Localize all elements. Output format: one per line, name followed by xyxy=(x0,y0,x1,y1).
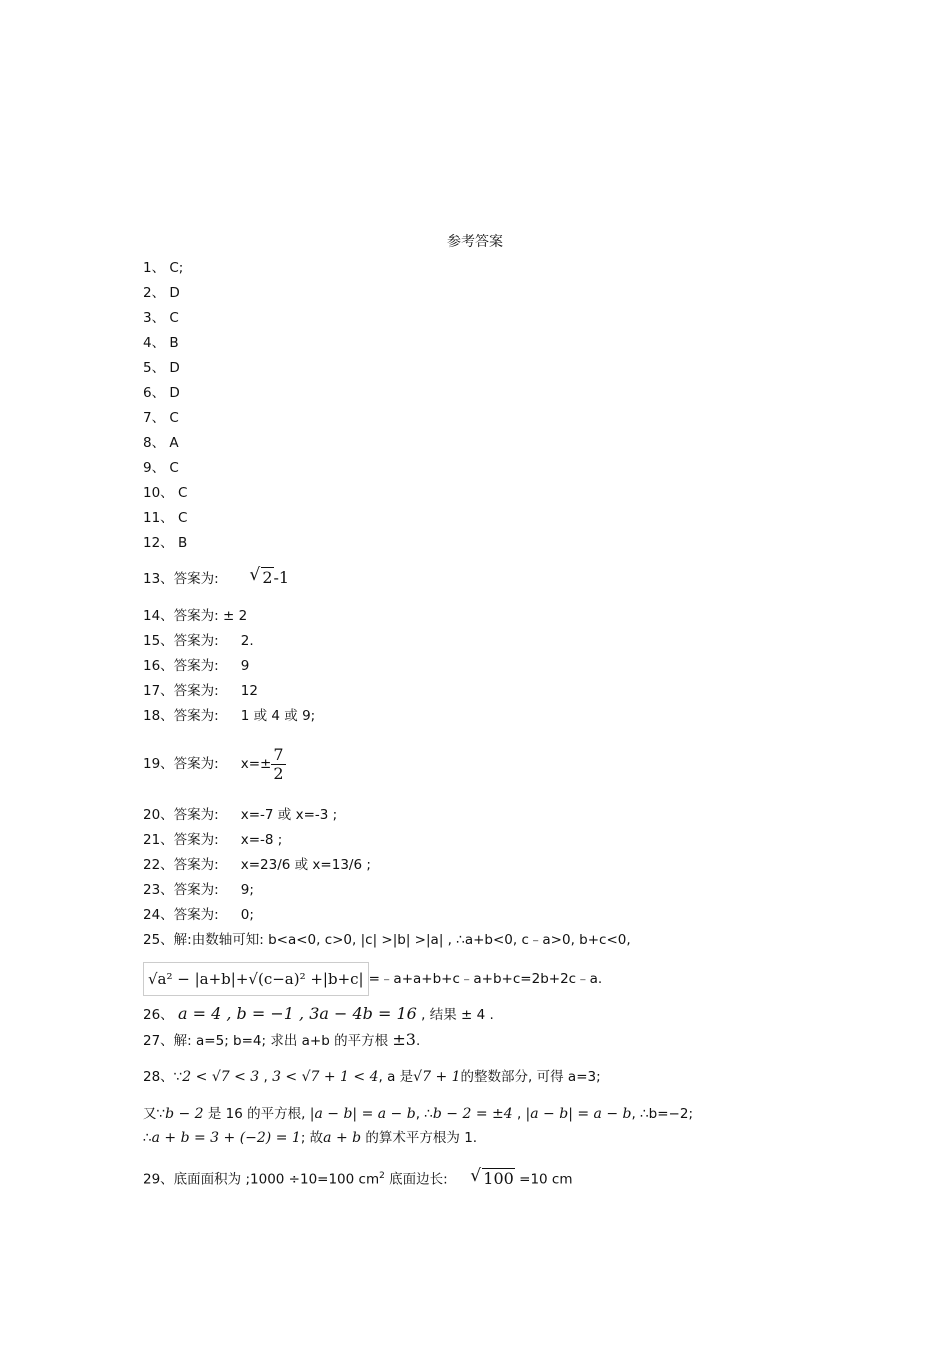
page-title: 参考答案 xyxy=(447,234,503,250)
answer-26: 26、 a = 4 , b = −1 , 3a − 4b = 16 , 结果 ± 4 . xyxy=(143,1004,494,1023)
answer-6: 6、 D xyxy=(143,385,180,401)
answer-20: 20、答案为: x=-7 或 x=-3 ; xyxy=(143,807,338,823)
answer-24: 24、答案为: 0; xyxy=(143,907,254,923)
answer-8: 8、 A xyxy=(143,435,179,451)
answer-18: 18、答案为: 1 或 4 或 9; xyxy=(143,708,316,724)
answer-17: 17、答案为: 12 xyxy=(143,683,258,699)
answer-5: 5、 D xyxy=(143,360,180,376)
answer-23: 23、答案为: 9; xyxy=(143,882,254,898)
answer-27: 27、解: a=5; b=4; 求出 a+b 的平方根 ±3. xyxy=(143,1030,421,1049)
answer-13: 13、答案为: √ 2-1 xyxy=(143,565,290,587)
answer-9: 9、 C xyxy=(143,460,179,476)
answer-21: 21、答案为: x=-8 ; xyxy=(143,832,283,848)
sqrt-expression: √ 2 xyxy=(249,565,273,587)
answer-2: 2、 D xyxy=(143,285,180,301)
answer-25-line2: √a² − |a+b|+√(c−a)² +|b+c| =﹣a+a+b+c﹣a+b+c=2b+2c﹣a. xyxy=(143,962,602,996)
answer-15: 15、答案为: 2. xyxy=(143,633,254,649)
answer-28-line1: 28、∵2 < √7 < 3 , 3 < √7 + 1 < 4, a 是√7 + 1的整数部分, 可得 a=3; xyxy=(143,1069,601,1085)
answer-25-line1: 25、解:由数轴可知: b<a<0, c>0, |c| >|b| >|a| , ∴a+b<0, c﹣a>0, b+c<0, xyxy=(143,932,631,948)
answer-10: 10、 C xyxy=(143,485,188,501)
answer-7: 7、 C xyxy=(143,410,179,426)
answer-16: 16、答案为: 9 xyxy=(143,658,250,674)
fraction: $\frac{7}{2}$ xyxy=(273,744,284,783)
sqrt-expression: √ 100 xyxy=(470,1165,514,1188)
answer-19: 19、答案为: x=± $\frac{7}{2}$ xyxy=(143,744,284,783)
answer-1: 1、 C; xyxy=(143,260,184,276)
answer-28-line2: 又∵b − 2 是 16 的平方根, |a − b| = a − b, ∴b − 2 = ±4 , |a − b| = a − b, ∴b=−2; xyxy=(143,1106,693,1122)
abs-sqrt-formula: √a² − |a+b|+√(c−a)² +|b+c| xyxy=(143,962,369,996)
answer-11: 11、 C xyxy=(143,510,188,526)
answer-14: 14、答案为: ± 2 xyxy=(143,608,248,624)
answer-3: 3、 C xyxy=(143,310,179,326)
answer-12: 12、 B xyxy=(143,535,188,551)
answer-4: 4、 B xyxy=(143,335,179,351)
answer-22: 22、答案为: x=23/6 或 x=13/6 ; xyxy=(143,857,371,873)
answer-28-line3: ∴a + b = 3 + (−2) = 1; 故a + b 的算术平方根为 1. xyxy=(143,1130,478,1146)
answer-29: 29、底面面积为 ;1000 ÷10=100 $cm^2$ 底面边长: √ 100 =10 cm xyxy=(143,1165,573,1188)
